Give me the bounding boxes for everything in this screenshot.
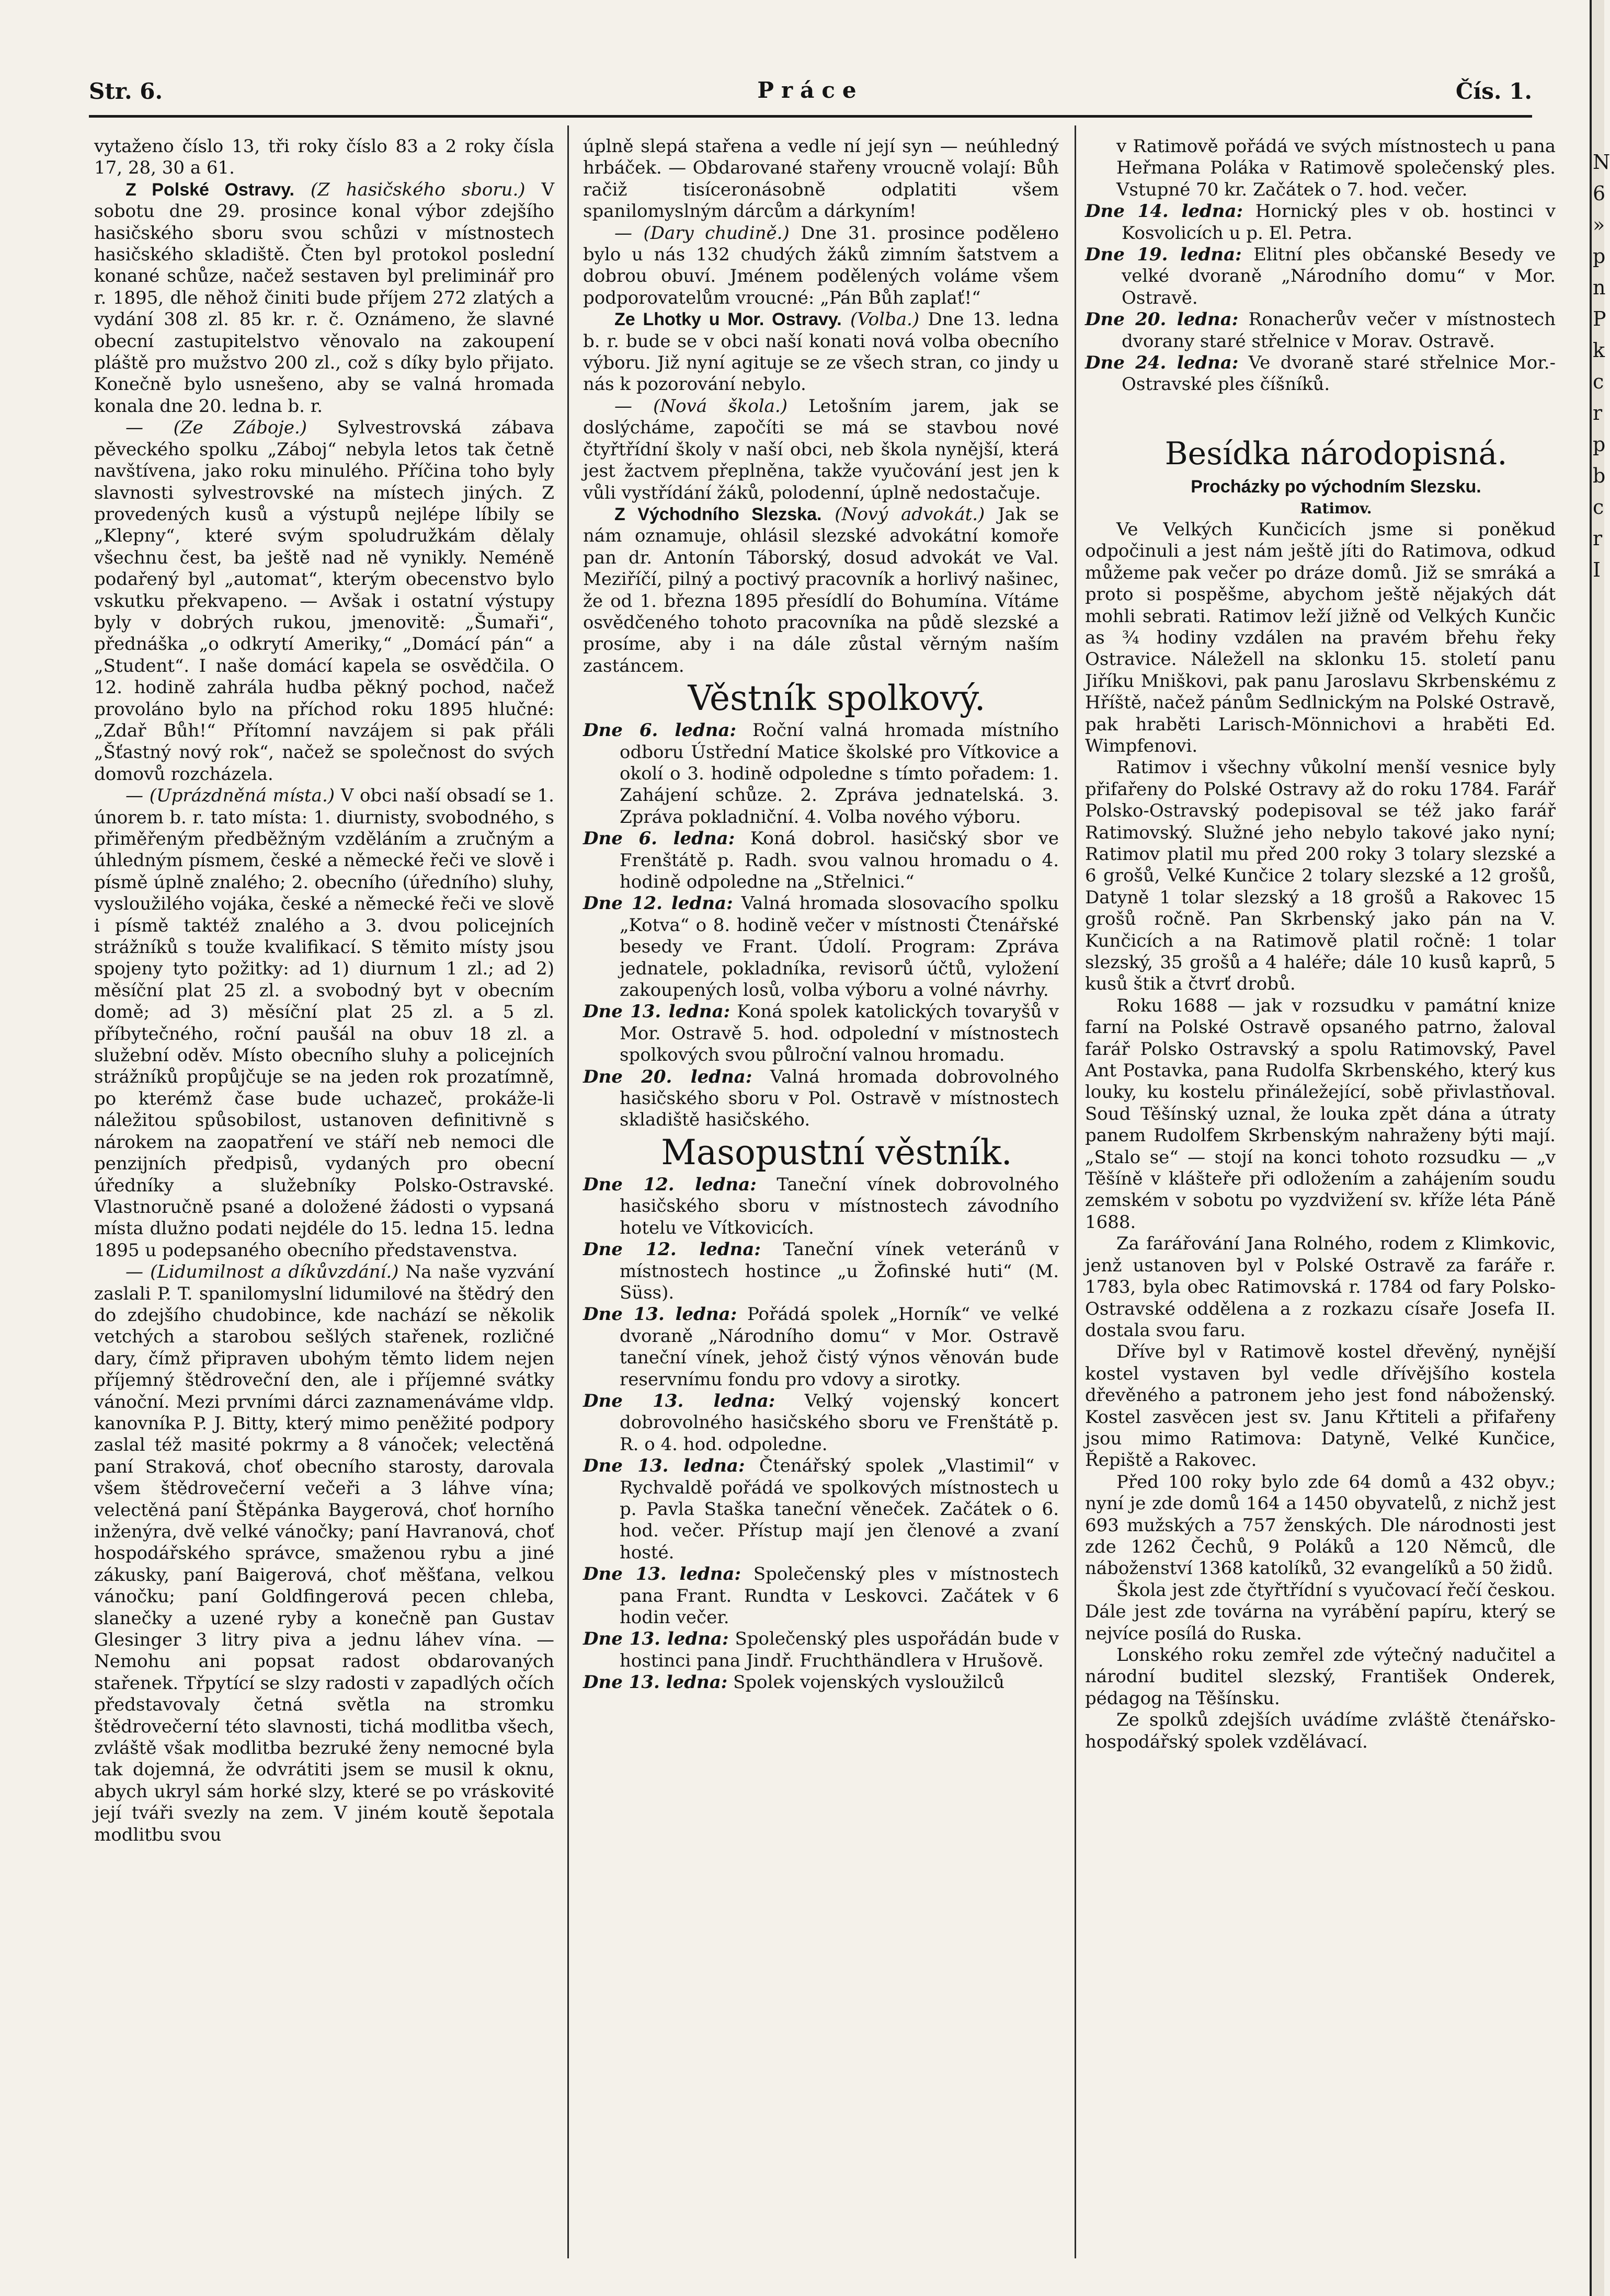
article-location: Ratimov.: [1300, 499, 1372, 517]
list-item: Dne 19. ledna: Elitní ples občanské Besedy ve velké dvoraně „Národního domu“ v Mor. Ostravě.: [1085, 244, 1556, 308]
paragraph: vytaženo číslo 13, tři roky číslo 83 a 2 roky čísla 17, 28, 30 a 61.: [94, 136, 554, 179]
list-item: Dne 12. ledna: Taneční vínek veteránů v místnostech hostince „u Žofinské huti“ (M. Süss).: [583, 1239, 1059, 1303]
paragraph: Za farářování Jana Rolného, rodem z Klimkovic, jenž ustanoven byl v Polské Ostravě za faráře r. 1783, byla obec Ratimovská r. 1784 od fary Polsko-Ostravské oddělena a z rozkazu císaře Josefa II. dostala svou faru.: [1085, 1233, 1556, 1341]
place-heading: Z Východního Slezska.: [614, 504, 822, 524]
place-heading: Ze Lhotky u Mor. Ostravy.: [614, 309, 842, 330]
column-divider-2: [1075, 125, 1076, 2258]
masopust-list: [583, 1174, 1059, 1694]
list-item: Dne 6. ledna: Koná dobrol. hasičský sbor ve Frenštátě p. Radh. svou valnou hromadu o 4. hodině odpoledne na „Střelnici.“: [583, 828, 1059, 892]
page-number: Str. 6.: [89, 78, 163, 104]
list-item: Dne 13. ledna: Čtenářský spolek „Vlastimil“ v Rychvaldě pořádá ve spolkových místnostech u p. Pavla Staška taneční věneček. Začátek o 6. hod. večer. Přístup mají jen členové a zvaní hosté.: [583, 1455, 1059, 1563]
place-heading: Z Polské Ostravy.: [125, 179, 295, 200]
paragraph: Před 100 roky bylo zde 64 domů a 432 obyv.; nyní je zde domů 164 a 1450 obyvatelů, z nichž jest 693 mužských a 757 ženských. Dle národnosti jest zde 1262 Čechů, 9 Poláků a 120 Němců, dle náboženství 1368 katolíků, 32 evangelíků a 50 židů.: [1085, 1471, 1556, 1579]
paragraph: Roku 1688 — jak v rozsudku v památní knize farní na Polské Ostravě opsaného patrno, žaloval farář Polsko Ostravský a spolu Ratimovský, Pavel Ant Postavka, pana Rudolfa Skrbenského, který kus louky, ku kostelu přináležející, sobě přivlastňoval. Soud Těšínský uznal, že louka zpět dána a útraty panem Rudolfem Skrbenským nahraženy býti mají. „Stalo se“ — stojí na konci tohoto rozsudku — „v Těšíně v klášteře při odložením a zahájením soudu zemském v sobotu po vyzdvižení sv. kříže léta Páně 1688.: [1085, 995, 1556, 1233]
masthead-title: Práce: [757, 77, 864, 103]
list-item: Dne 13. ledna: Pořádá spolek „Horník“ ve velké dvoraně „Národního domu“ v Mor. Ostravě taneční vínek, jehož čistý výnos věnován bude reservnímu fondu pro vdovy a sirotky.: [583, 1304, 1059, 1390]
adjacent-page-fragments: N 6 » p n P k c r p b c r I: [1593, 151, 1610, 581]
section-title-vestnik: Věstník spolkový.: [688, 678, 986, 719]
list-item: Dne 12. ledna: Valná hromada slosovacího spolku „Kotva“ o 8. hodině večer v místnosti Čtenářské besedy ve Frant. Údolí. Program: Zpráva jednatele, pokladníka, revisorů účtů, vyložení zakoupených losů, volba výboru a volné návrhy.: [583, 893, 1059, 1001]
paragraph: úplně slepá stařena a vedle ní její syn — neúhledný hrbáček. — Obdarované stařeny vroucně volají: Bůh račiž tisíceronásobně odplatiti všem spanilomyslným dárcům a dárkyním!: [583, 136, 1059, 222]
paragraph: Škola jest zde čtyřtřídní s vyučovací řečí českou. Dále jest zde továrna na vyrábění papíru, který se nejvíce posílá do Ruska.: [1085, 1579, 1556, 1644]
paragraph: — (Dary chudině.) Dne 31. prosince podělено bylo u nás 132 chudých žáků zimním šatstvem a dobrou obuví. Jménem podělených voláme všem podporovatelům vroucné: „Pán Bůh zaplať!“: [583, 222, 1059, 308]
list-item: Dne 13. ledna: Velký vojenský koncert dobrovolného hasičského sboru ve Frenštátě p. R. o 4. hod. odpoledne.: [583, 1390, 1059, 1455]
list-item: Dne 13. ledna: Spolek vojenských vysloužilců: [583, 1672, 1004, 1693]
section-title-besidka: Besídka národopisná.: [1164, 435, 1508, 472]
paragraph: — (Uprázdněná místa.) V obci naší obsadí se 1. únorem b. r. tato místa: 1. diurnisty, svobodného, s přiměřeným předběžným vzděláním a zručným a úhledným písmem, české a německé řeči ve slově i písmě úplně znalého; 2. obecního (úředního) sluhy, vysloužilého vojáka, české a německé řeči ve slově i písmě taktéž znalého a 3. dvou policejních strážníků s touže kvalifikací. S těmito místy jsou spojeny tyto požitky: ad 1) diurnum 1 zl.; ad 2) měsíční plat 25 zl. a svobodný byt v obecním domě; ad 3) měsíční plat 25 zl. a 5 zl. příbytečného, roční paušál na obuv 18 zl. a služební oděv. Místo obecního sluhy a policejních strážníků propůjčuje se na jeden rok prozatímně, po kterémž čase bude uchazeč, prokáže-li náležitou spůsobilost, ustanoven definitivně s nárokem na zaopatření ve stáří neb nemoci dle penzijních předpisů, vydaných pro obecní úředníky a služebníky Polsko-Ostravské. Vlastnoručně psané a doložené žádosti o vypsaná místa dlužno podati nejdéle do 15. ledna 15. ledna 1895 u podepsaného obecního představenstva.: [94, 785, 554, 1261]
issue-number: Čís. 1.: [1455, 78, 1532, 104]
paragraph: Lonského roku zemřel zde výtečný nadučitel a národní buditel slezský, František Onderek, pédagog na Těšínsku.: [1085, 1645, 1556, 1709]
column-2: [583, 136, 1059, 1694]
paragraph: Dříve byl v Ratimově kostel dřevěný, nynější kostel vystaven byl vedle dřívějšího kostela dřevěného a patronem jeho jest fond náboženský. Kostel zasvěcen jest sv. Janu Křtiteli a přifařeny jsou mimo Ratimova: Datyně, Velké Kunčice, Řepiště a Rakovec.: [1085, 1341, 1556, 1471]
list-item: Dne 13. ledna: Společenský ples v místnostech pana Frant. Rundta v Leskovci. Začátek v 6 hodin večer.: [583, 1564, 1059, 1628]
list-item: Dne 12. ledna: Taneční vínek dobrovolného hasičského sboru v místnostech závodního hotelu ve Vítkovicích.: [583, 1174, 1059, 1238]
column-1: [94, 136, 554, 1846]
article-subtitle: Procházky po východním Slezsku.: [1191, 476, 1481, 497]
adjacent-page-rule: [1590, 0, 1592, 2296]
list-item: Dne 13. ledna: Koná spolek katolických tovaryšů v Mor. Ostravě 5. hod. odpolední v místnostech spolkových svou půlroční valnou hromadu.: [583, 1001, 1059, 1066]
list-item: Dne 6. ledna: Roční valná hromada místního odboru Ústřední Matice školské pro Vítkovice a okolí o 3. hodině odpoledne s tímto pořadem: 1. Zahájení schůze. 2. Zpráva jednatelská. 3. Zpráva pokladniční. 4. Volba nového výboru.: [583, 720, 1059, 828]
list-item: Dne 14. ledna: Hornický ples v ob. hostinci v Kosvolicích u p. El. Petra.: [1085, 201, 1556, 244]
column-3: [1085, 136, 1556, 1753]
header-rule: [89, 115, 1532, 118]
paragraph: Ze Lhotky u Mor. Ostravy. (Volba.) Dne 13. ledna b. r. bude se v obci naší konati nová volba obecního výboru. Již nyní agituje se ze všech stran, co jindy u nás k pozorování nebylo.: [583, 309, 1059, 395]
paragraph: v Ratimově pořádá ve svých místnostech u pana Heřmana Poláka v Ratimově společenský ples. Vstupné 70 kr. Začátek o 7. hod. večer.: [1116, 136, 1556, 200]
list-item: Dne 20. ledna: Ronacherův večer v místnostech dvorany staré střelnice v Morav. Ostravě.: [1085, 309, 1556, 352]
paragraph: Ze spolků zdejších uvádíme zvláště čtenářsko-hospodářský spolek vzdělávací.: [1085, 1709, 1556, 1752]
paragraph: Z Polské Ostravy. (Z hasičského sboru.) V sobotu dne 29. prosince konal výbor zdejšího hasičského sboru svou schůzi v místnostech hasičského skladiště. Čten byl protokol poslední konané schůze, načež sestaven byl preliminář pro r. 1895, dle něhož činiti bude příjem 272 zlatých a vydání 308 zl. 85 kr. r. č. Oznámeno, že slavné obecní zastupitelstvo věnovalo na zakoupení pláště pro mužstvo 200 zl., což s díky bylo přijato. Konečně bylo usnešeno, aby se valná hromada konala dne 20. ledna b. r.: [94, 179, 555, 417]
column-divider-1: [567, 125, 569, 2258]
paragraph: — (Lidumilnost a díkůvzdání.) Na naše vyzvání zaslali P. T. spanilomyslní lidumilové na štědrý den do zdejšího chudobince, kde nachází se několik vetchých a starobou sešlých stařenek, rozličné dary, čímž připraven ubohým těmto lidem nejen příjemný štědroveční den, ale i příjemné svátky vánoční. Mezi prvními dárci zaznamenáváme vldp. kanovníka P. J. Bitty, který mimo peněžité podpory zaslal též masité pokrmy a 8 vánoček; velectěná paní Straková, choť obecního starosty, darovala všem štědrovečerní večeři a 3 láhve vína; velectěná paní Štěpánka Baygerová, choť horního inženýra, dvě velké vánočky; paní Havranová, choť hospodářského správce, smaženou rybu a jiné zákusky, paní Baigerová, choť měšťana, velkou vánočku; paní Goldfingerová pecen chleba, slanečky a uzené ryby a konečně pan Gustav Glesinger 3 litry piva a jednu láhev vína. — Nemohu ani popsat radost obdarovaných stařenek. Třpytící se slzy radosti v zapadlých očích představovaly četná světla na stromku štědrovečerní této slavnosti, tichá modlitba všech, zvláště však modlitba bezruké ženy nemocné byla tak dojemná, že odvrátiti jsem se musil k oknu, abych ukryl sám horké slzy, které se po vráskovité její tváři svezly na zem. V jiném koutě šepotala modlitbu svou: [94, 1261, 554, 1845]
section-title-masopust: Masopustní věstník.: [661, 1132, 1012, 1173]
list-item: Dne 24. ledna: Ve dvoraně staré střelnice Mor.-Ostravské ples číšníků.: [1085, 352, 1556, 395]
paragraph: Ratimov i všechny vůkolní menší vesnice byly přifařeny do Polské Ostravy až do roku 1784. Farář Polsko-Ostravský podepisoval se též jako farář Ratimovský. Služné jeho nebylo takové jako nyní; Ratimov platil mu před 200 roky 3 tolary slezské a 6 grošů, Velké Kunčice 2 tolary slezské a 12 grošů, Datyně 1 tolar slezský a 18 grošů a Rakovec 15 grošů ročně. Pan Skrbenský jako pán na V. Kunčicích a na Ratimově platil ročně: 1 tolar slezský, 35 grošů a 4 haléře; dále 10 kusů kaprů, 5 kusů štik a čtvrť drobů.: [1085, 757, 1556, 995]
list-item: Dne 20. ledna: Valná hromada dobrovolného hasičského sboru v Pol. Ostravě v místnostech skladiště hasičského.: [583, 1066, 1059, 1131]
list-item: Dne 13. ledna: Společenský ples uspořádán bude v hostinci pana Jindř. Fruchthändlera v Hrušově.: [583, 1628, 1059, 1671]
page-header: [89, 73, 1532, 110]
paragraph: Ve Velkých Kunčicích jsme si poněkud odpočinuli a jest nám ještě jíti do Ratimova, odkud můžeme pak večer po dráze domů. Již se smráká a proto si pospěšme, abychom ještě nějakých dát mohli sebrati. Ratimov leží jižně od Velkých Kunčic as ¾ hodiny vzdálen na pravém břehu řeky Ostravice. Náležell na sklonku 15. století panu Jiříku Mniškovi, pak panu Jaroslavu Skrbenskému z Hříště, načež pánům Sedlnickým na Polské Ostravě, pak hraběti Larisch-Mönnichovi a hraběti Ed. Wimpfenovi.: [1085, 519, 1556, 756]
paragraph: — (Ze Záboje.) Sylvestrovská zábava pěveckého spolku „Záboj“ nebyla letos tak četně navštívena, jako roku minulého. Příčina toho byly slavnosti sylvestrovské na místech jiných. Z provedených kusů a výstupů nejlépe líbily se „Klepny“, které svým spoludružkám dělaly všechnu čest, ba ještě nad ně vynikly. Neméně podařený byl „automat“, kterým obecenstvo bylo vskutku překvapeno. — Avšak i ostatní výstupy byly v dobrých rukou, jmenovitě: „Šumaři“, přednáška „o odkrytí Ameriky,“ „Domácí pán“ a „Student“. I naše domácí kapela se osvědčila. O 12. hodině zahrála hudba pěkný pochod, načež provoláno bylo na příchod roku 1895 hlučné: „Zdař Bůh!“ Přítomní navzájem si pak přáli „Šťastný nový rok“, načež se společnost do svých domovů rozcházela.: [94, 417, 554, 785]
paragraph: Z Východního Slezska. (Nový advokát.) Jak se nám oznamuje, ohlásil slezské advokátní komoře pan dr. Antonín Táborský, dosud advokát ve Val. Meziříčí, pilný a poctivý pracovník a horlivý našinec, že od 1. března 1895 přesídlí do Bohumína. Vítáme osvědčeného tohoto pracovníka na půdě slezské a prosíme, aby i na dále zůstal věrným naším zastáncem.: [583, 503, 1059, 676]
paragraph: — (Nová škola.) Letošním jarem, jak se doslýcháme, započíti se má se stavbou nové čtyřtřídní školy v naší obci, neb škola nynější, která jest žactvem přeplněna, takže vyučování jest jen k vůli vystřídání žáků, polodenní, úplně nedostačuje.: [583, 395, 1059, 503]
vestnik-list: [583, 720, 1059, 1131]
